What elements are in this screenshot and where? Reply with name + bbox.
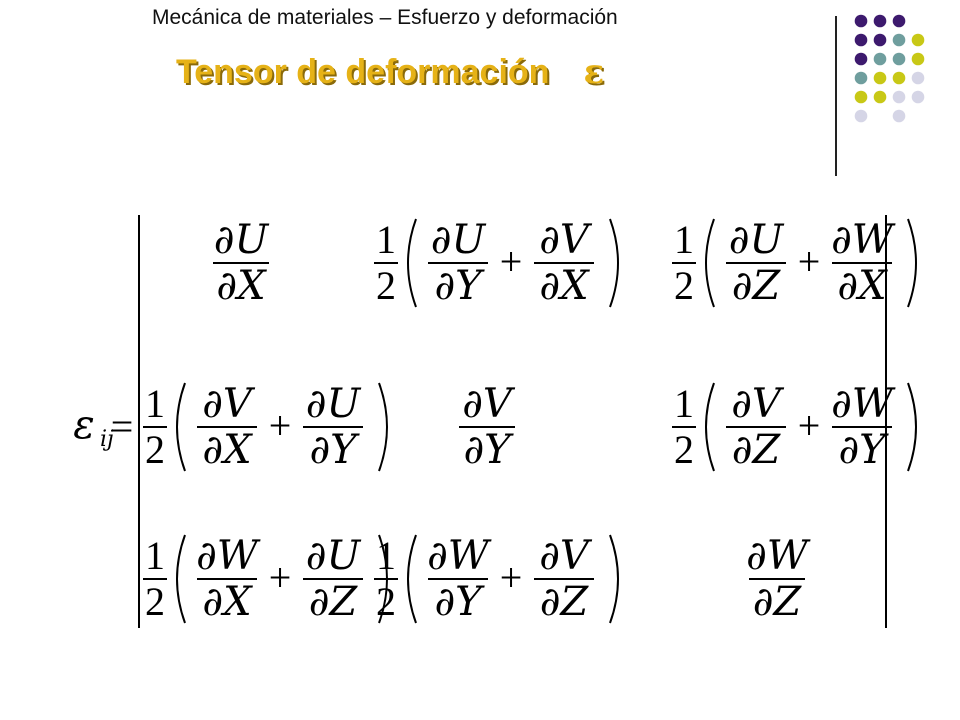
half-denominator: 2 <box>145 579 165 624</box>
right-parenthesis <box>908 383 916 471</box>
half-numerator: 1 <box>145 381 165 426</box>
right-parenthesis <box>610 219 618 307</box>
right-parenthesis <box>908 219 916 307</box>
partial-numerator: ∂U <box>305 533 361 579</box>
plus-sign: + <box>499 239 523 284</box>
plus-sign: + <box>268 555 292 600</box>
half-denominator: 2 <box>674 427 694 472</box>
partial-denominator: ∂Z <box>731 263 781 309</box>
plus-sign: + <box>797 403 821 448</box>
partial-numerator: ∂U <box>213 217 269 263</box>
half-denominator: 2 <box>674 263 694 308</box>
plus-sign: + <box>268 403 292 448</box>
plus-sign: + <box>797 239 821 284</box>
half-numerator: 1 <box>674 381 694 426</box>
partial-denominator: ∂Y <box>463 427 511 473</box>
epsilon-symbol: ε <box>583 52 605 92</box>
left-parenthesis <box>706 219 714 307</box>
strain-symbol: ε <box>73 402 95 448</box>
left-parenthesis <box>177 383 185 471</box>
partial-numerator: ∂W <box>831 217 893 263</box>
partial-denominator: ∂X <box>202 427 252 473</box>
half-denominator: 2 <box>376 263 396 308</box>
partial-denominator: ∂X <box>216 263 266 309</box>
slide-title-text: Tensor de deformación <box>176 53 550 91</box>
half-numerator: 1 <box>376 533 396 578</box>
right-parenthesis <box>610 535 618 623</box>
partial-denominator: ∂Z <box>752 579 802 625</box>
partial-denominator: ∂X <box>837 263 887 309</box>
partial-numerator: ∂W <box>196 533 258 579</box>
half-numerator: 1 <box>376 217 396 262</box>
left-parenthesis <box>408 219 416 307</box>
partial-numerator: ∂V <box>462 381 512 427</box>
slide-subtitle: Mecánica de materiales – Esfuerzo y deformación <box>152 6 618 29</box>
partial-numerator: ∂U <box>305 381 361 427</box>
partial-numerator: ∂V <box>539 217 589 263</box>
partial-denominator: ∂Y <box>309 427 357 473</box>
partial-denominator: ∂Y <box>838 427 886 473</box>
right-parenthesis <box>379 383 387 471</box>
partial-denominator: ∂X <box>202 579 252 625</box>
left-parenthesis <box>706 383 714 471</box>
partial-denominator: ∂Z <box>539 579 589 625</box>
partial-denominator: ∂Y <box>434 263 482 309</box>
strain-subscript: ij <box>100 427 114 452</box>
partial-numerator: ∂W <box>427 533 489 579</box>
partial-numerator: ∂V <box>539 533 589 579</box>
half-numerator: 1 <box>674 217 694 262</box>
left-parenthesis <box>408 535 416 623</box>
partial-numerator: ∂U <box>430 217 486 263</box>
partial-denominator: ∂Z <box>308 579 358 625</box>
partial-numerator: ∂W <box>746 533 808 579</box>
half-denominator: 2 <box>145 427 165 472</box>
plus-sign: + <box>499 555 523 600</box>
equals-sign: = <box>110 404 134 449</box>
partial-numerator: ∂V <box>731 381 781 427</box>
partial-numerator: ∂V <box>202 381 252 427</box>
half-denominator: 2 <box>376 579 396 624</box>
partial-numerator: ∂W <box>831 381 893 427</box>
left-parenthesis <box>177 535 185 623</box>
partial-denominator: ∂Y <box>434 579 482 625</box>
partial-denominator: ∂Z <box>731 427 781 473</box>
partial-denominator: ∂X <box>539 263 589 309</box>
half-numerator: 1 <box>145 533 165 578</box>
partial-numerator: ∂U <box>728 217 784 263</box>
